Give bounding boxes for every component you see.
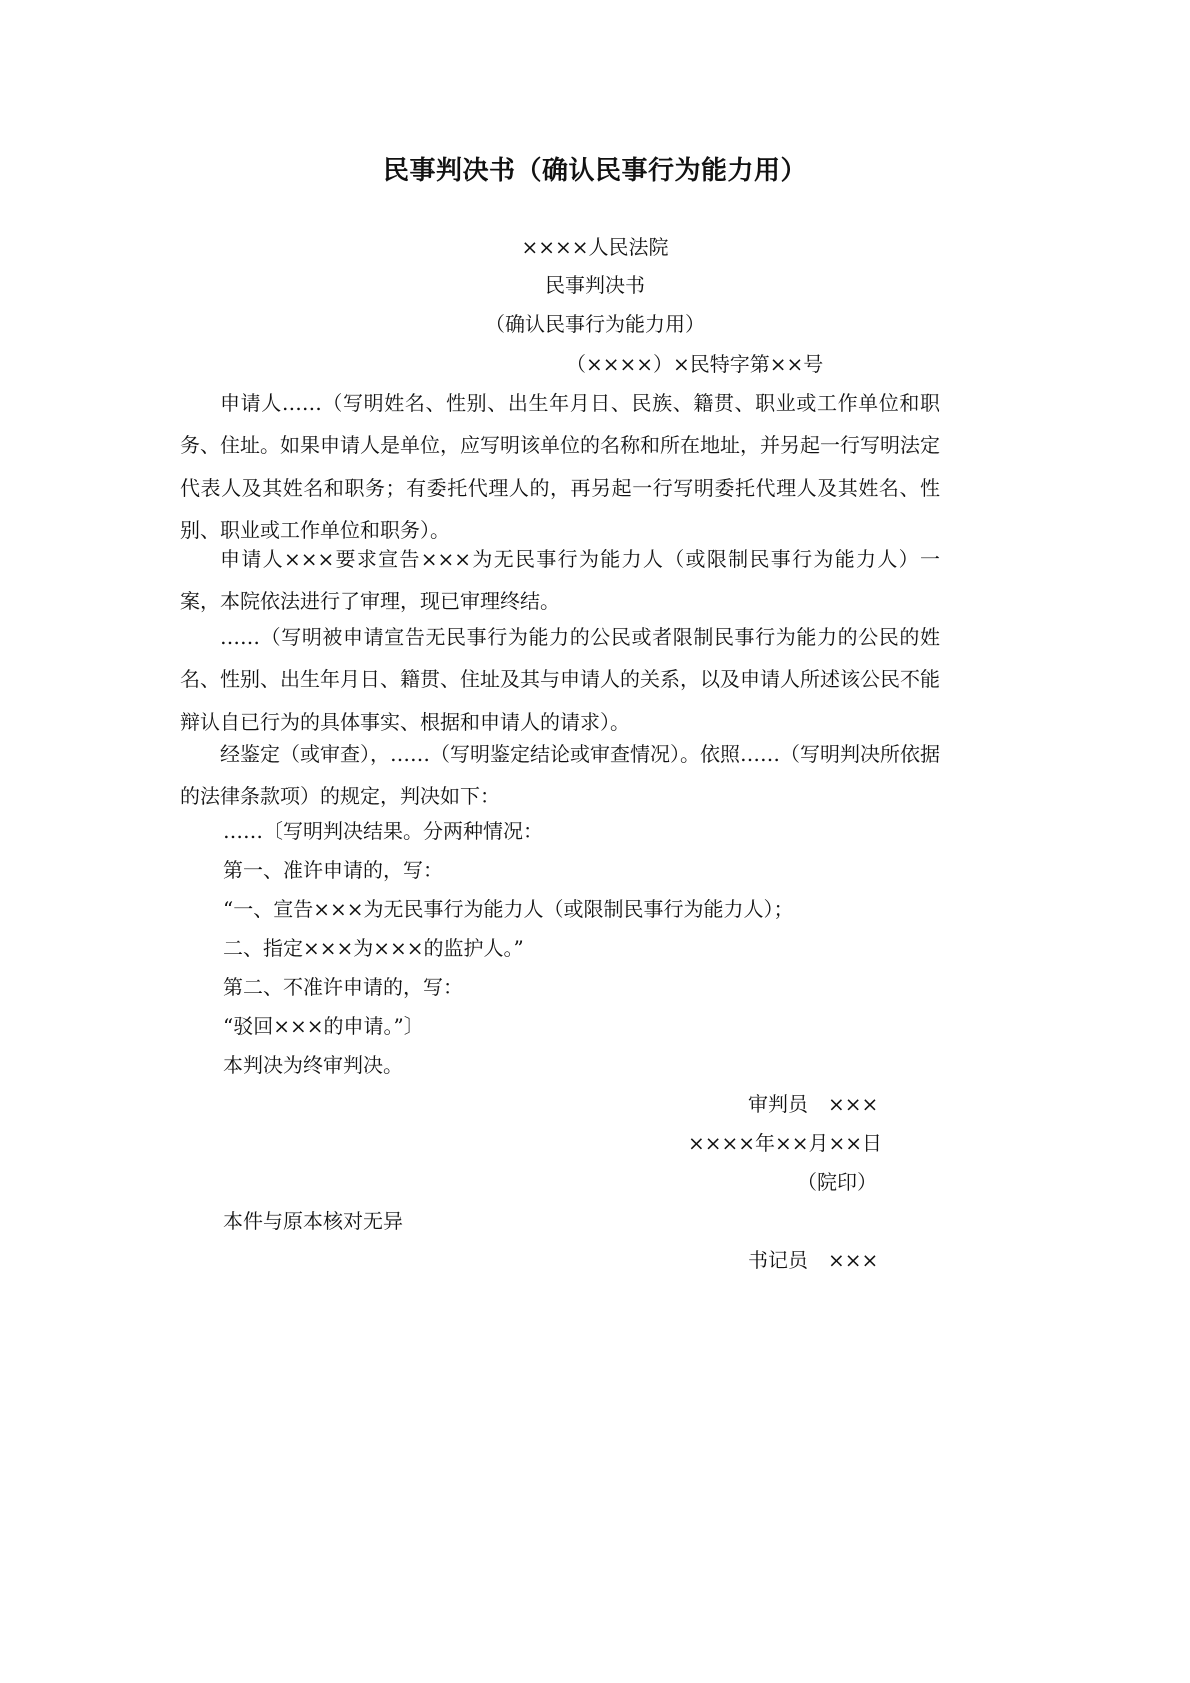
- reasoning-paragraph: 经鉴定（或审查），……（写明鉴定结论或审查情况）。依照……（写明判决所依据的法律条款项）的规定，判决如下：: [180, 742, 940, 809]
- document-subtitle: （确认民事行为能力用）: [485, 312, 705, 336]
- case-two-item: “驳回×××的申请。”〕: [223, 1014, 424, 1038]
- case-intro-paragraph: 申请人×××要求宣告×××为无民事行为能力人（或限制民事行为能力人）一案，本院依法进行了审理，现已审理终结。: [180, 547, 940, 614]
- result-intro: ……〔写明判决结果。分两种情况：: [223, 819, 543, 843]
- applicant-paragraph: 申请人……（写明姓名、性别、出生年月日、民族、籍贯、职业或工作单位和职务、住址。如果申请人是单位，应写明该单位的名称和所在地址，并另起一行写明法定代表人及其姓名和职务；有委托代理人的，再另起一行写明委托代理人及其姓名、性别、职业或工作单位和职务）。: [180, 391, 940, 542]
- document-type: 民事判决书: [545, 273, 645, 297]
- judge-signature: 审判员 ×××: [748, 1092, 879, 1116]
- verification-note: 本件与原本核对无异: [223, 1209, 403, 1233]
- court-name: ××××人民法院: [521, 235, 669, 259]
- case-one-heading: 第一、准许申请的，写：: [223, 858, 443, 882]
- case-one-item-2: 二、指定×××为×××的监护人。”: [223, 936, 524, 960]
- court-seal: （院印）: [797, 1170, 877, 1194]
- final-judgment-statement: 本判决为终审判决。: [223, 1053, 403, 1077]
- judgment-date: ××××年××月××日: [688, 1131, 883, 1155]
- clerk-signature: 书记员 ×××: [748, 1248, 879, 1272]
- case-one-item-1: “一、宣告×××为无民事行为能力人（或限制民事行为能力人）；: [223, 897, 794, 921]
- case-number: （××××）×民特字第××号: [566, 352, 824, 376]
- document-title: 民事判决书（确认民事行为能力用）: [382, 156, 807, 186]
- facts-paragraph: ……（写明被申请宣告无民事行为能力的公民或者限制民事行为能力的公民的姓名、性别、出生年月日、籍贯、住址及其与申请人的关系，以及申请人所述该公民不能辩认自已行为的具体事实、根据和申请人的请求）。: [180, 625, 940, 734]
- case-two-heading: 第二、不准许申请的，写：: [223, 975, 463, 999]
